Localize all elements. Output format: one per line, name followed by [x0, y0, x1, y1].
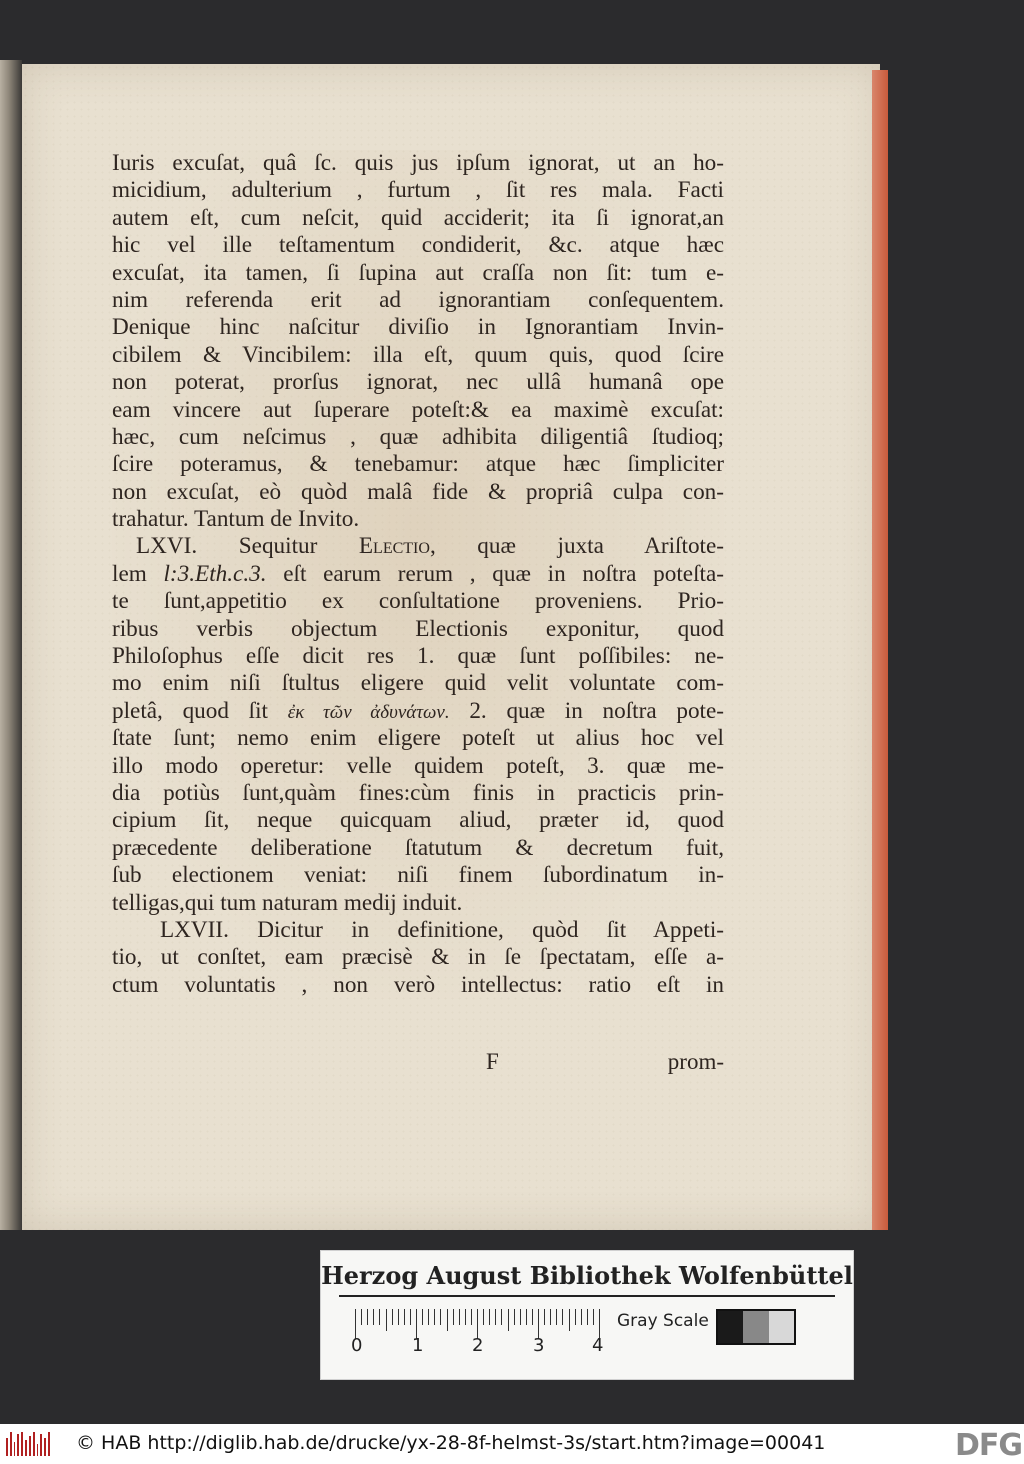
text-line: ctum voluntatis , non verò intellectus: ratio eſt in: [112, 971, 724, 998]
text-line: telligas,qui tum naturam medij induit.: [112, 889, 463, 916]
text-line: cipium ſit, neque quicquam aliud, præter id, quod: [112, 807, 724, 834]
library-label: [320, 1250, 854, 1380]
ruler-tick: [459, 1309, 460, 1325]
logo-bar: [21, 1432, 23, 1456]
ruler-tick: [483, 1309, 484, 1325]
text-line: eam vincere aut ſuperare poteſt:& ea maximè excuſat:: [112, 396, 724, 423]
ruler-tick: [422, 1309, 423, 1325]
text-line: te ſunt,appetitio ex conſultatione proveniens. Prio-: [112, 588, 724, 615]
signature-mark: F: [486, 1049, 499, 1074]
logo-bar: [44, 1438, 46, 1456]
ruler-tick: [495, 1309, 496, 1325]
logo-bar: [40, 1434, 42, 1456]
gray-scale-swatch: [716, 1309, 796, 1345]
text-line: ſtate ſunt; nemo enim eligere poteſt ut alius hoc vel: [112, 725, 724, 752]
keyword: Electio: [358, 533, 430, 560]
ruler-tick: [550, 1309, 551, 1325]
text-line: Iuris excuſat, quâ ſc. quis jus ipſum ignorat, ut an ho-: [112, 150, 724, 176]
page-text: [112, 150, 724, 999]
text-span: , quæ juxta Ariſtote-: [429, 533, 724, 560]
text-span: eſt earum rerum , quæ in noſtra poteſta-: [266, 560, 724, 587]
ruler-tick: [575, 1309, 576, 1325]
ruler-tick: [587, 1309, 588, 1325]
catch-row: [112, 1049, 724, 1079]
text-line: præcedente deliberatione ſtatutum & decretum fuit,: [112, 834, 724, 861]
ruler-tick: [392, 1309, 393, 1325]
ruler-tick: [398, 1309, 399, 1325]
ruler-tick: [379, 1309, 380, 1325]
left-page-edge: [0, 60, 22, 1230]
text-line: illo modo operetur: velle quidem poteſt, 3. quæ me-: [112, 752, 724, 779]
ruler-tick: [514, 1309, 515, 1325]
citation: l:3.Eth.c.3.: [163, 560, 267, 587]
ruler-tick: [367, 1309, 368, 1325]
ruler-number: 3: [533, 1335, 545, 1356]
logo-bar: [17, 1434, 19, 1456]
logo-bar: [6, 1438, 8, 1456]
ruler-tick: [581, 1309, 582, 1325]
label-divider: [339, 1295, 835, 1297]
text-line: ribus verbis objectum Electionis exponitur, quod: [112, 615, 724, 642]
ruler-number: 0: [351, 1335, 363, 1356]
text-line: nim referenda erit ad ignorantiam conſequentem.: [112, 286, 724, 313]
ruler-tick: [593, 1309, 594, 1325]
footer-url[interactable]: © HAB http://diglib.hab.de/drucke/yx-28-8f-helmst-3s/start.htm?image=00041: [76, 1432, 826, 1454]
text-span: lem: [112, 560, 147, 587]
text-line: cibilem & Vincibilem: illa eſt, quum quis, quod ſcire: [112, 341, 724, 368]
text-line: Philoſophus eſſe dicit res 1. quæ ſunt poſſibiles: ne-: [112, 643, 724, 670]
catchword: prom-: [667, 1049, 724, 1074]
swatch-light: [769, 1311, 794, 1343]
logo-bar: [10, 1432, 12, 1456]
text-line: excuſat, ita tamen, ſi ſupina aut craſſa non ſit: tum e-: [112, 259, 724, 286]
text-line: non poterat, prorſus ignorat, nec ullâ humanâ ope: [112, 369, 724, 396]
text-line: [112, 561, 724, 588]
ruler-tick: [569, 1309, 570, 1331]
text-span: 2. quæ in noſtra pote-: [449, 697, 724, 724]
logo-bar: [37, 1444, 39, 1456]
paragraph-number: LXVI.: [136, 533, 198, 560]
greek-phrase: ἐκ τῶν ἀδυνάτων.: [287, 701, 450, 723]
dfg-logo-icon: DFG: [946, 1428, 1022, 1460]
swatch-dark: [718, 1311, 743, 1343]
text-line: hic vel ille teſtamentum condiderit, &c. atque hæc: [112, 232, 724, 259]
ruler-tick: [471, 1309, 472, 1325]
swatch-mid: [743, 1311, 768, 1343]
footer-bar: [0, 1424, 1024, 1464]
text-span: pletâ, quod ſit: [112, 697, 288, 724]
ruler-tick: [556, 1309, 557, 1325]
ruler-tick: [508, 1309, 509, 1331]
ruler-tick: [544, 1309, 545, 1325]
text-line: [112, 698, 724, 725]
ruler-tick: [562, 1309, 563, 1325]
text-line: ſub electionem veniat: niſi finem ſubordinatum in-: [112, 862, 724, 889]
ruler-tick: [373, 1309, 374, 1325]
text-line: trahatur. Tantum de Invito.: [112, 506, 360, 533]
text-line: ſcire poteramus, & tenebamur: atque hæc ſimpliciter: [112, 451, 724, 478]
text-span: Sequitur: [238, 533, 318, 560]
page-red-edge: [872, 70, 888, 1230]
logo-bar: [14, 1442, 16, 1456]
ruler-tick: [526, 1309, 527, 1325]
ruler-tick: [520, 1309, 521, 1325]
ruler-tick: [465, 1309, 466, 1325]
ruler-tick: [386, 1309, 387, 1331]
ruler-tick: [532, 1309, 533, 1325]
ruler-number: 1: [412, 1335, 424, 1356]
ruler-tick: [428, 1309, 429, 1325]
ruler-tick: [434, 1309, 435, 1325]
ruler-tick: [440, 1309, 441, 1325]
ruler-tick: [501, 1309, 502, 1325]
ruler-tick: [489, 1309, 490, 1325]
ruler-number: 2: [472, 1335, 484, 1356]
ruler-number: 4: [592, 1335, 604, 1356]
logo-bar: [33, 1432, 35, 1456]
logo-bar: [48, 1432, 50, 1456]
text-line: non excuſat, eò quòd malâ fide & propriâ culpa con-: [112, 478, 724, 505]
text-line: autem eſt, cum neſcit, quid acciderit; ita ſi ignorat,an: [112, 204, 724, 231]
ruler-tick: [361, 1309, 362, 1325]
logo-bar: [29, 1436, 31, 1456]
logo-bar: [25, 1440, 27, 1456]
text-line: micidium, adulterium , furtum , ſit res mala. Facti: [112, 177, 724, 204]
book-page: [22, 64, 880, 1230]
paragraph-66-first-line: [112, 533, 724, 560]
ruler-tick: [453, 1309, 454, 1325]
text-line: hæc, cum neſcimus , quæ adhibita diligentiâ ſtudioq;: [112, 423, 724, 450]
ruler-tick: [447, 1309, 448, 1331]
ruler-tick: [410, 1309, 411, 1325]
paragraph-67-first-line: LXVII. Dicitur in definitione, quòd ſit Appeti-: [160, 916, 724, 943]
ruler-tick: [404, 1309, 405, 1325]
text-line: mo enim niſi ſtultus eligere quid velit voluntate com-: [112, 670, 724, 697]
hab-logo-icon: [6, 1432, 50, 1456]
gray-scale-label: Gray Scale: [617, 1311, 709, 1331]
text-line: tio, ut conſtet, eam præcisè & in ſe ſpectatam, eſſe a-: [112, 944, 724, 971]
label-title: Herzog August Bibliothek Wolfenbüttel: [321, 1261, 853, 1290]
text-line: dia potiùs ſunt,quàm fines:cùm finis in practicis prin-: [112, 779, 724, 806]
text-line: Denique hinc naſcitur diviſio in Ignorantiam Invin-: [112, 314, 724, 341]
